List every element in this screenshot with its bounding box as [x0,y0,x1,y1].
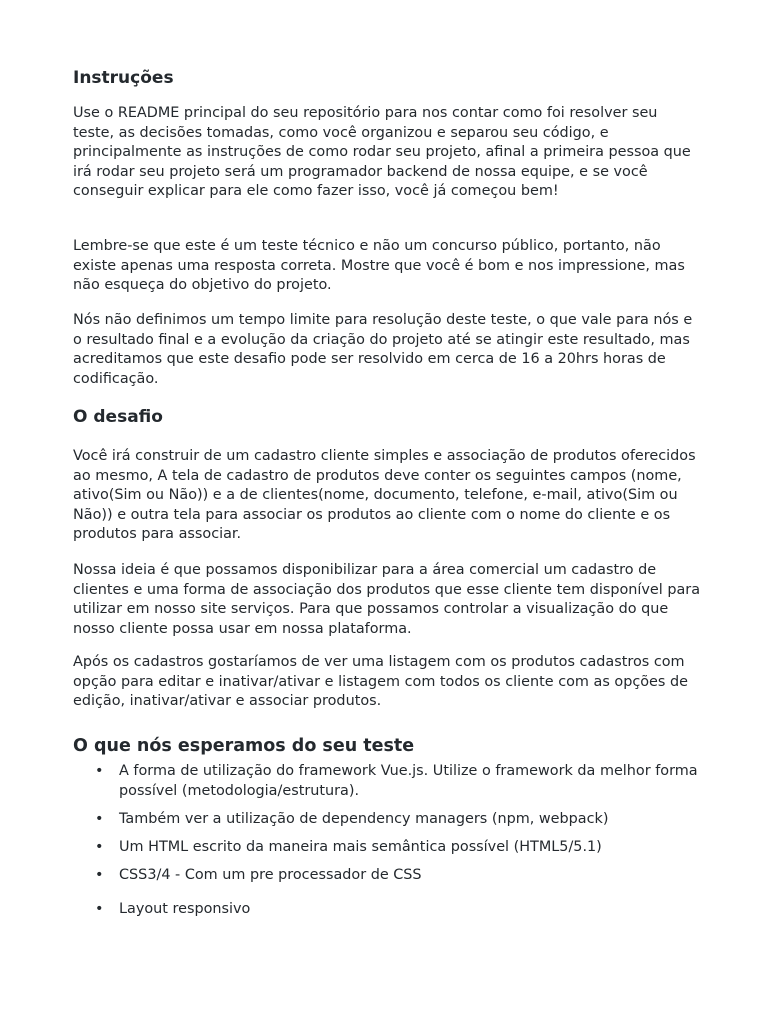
list-item-text: Layout responsivo [119,901,251,917]
desafio-paragraph-3: Após os cadastros gostaríamos de ver uma listagem com os produtos cadastros com opção para editar e inativar/ativar e listagem com todos os cliente com as opções de edição, inativar/ativar e associar produtos. [73,654,688,709]
section-heading-desafio: O desafio [73,407,163,427]
section-heading-instrucoes: Instruções [73,68,174,88]
instrucoes-paragraph-1: Use o README principal do seu repositório para nos contar como foi resolver seu teste, as decisões tomadas, como você organizou e separou seu código, e principalmente as instruções de como rodar seu projeto, afinal a primeira pessoa que irá rodar seu projeto será um programador backend de nossa equipe, e se você conseguir explicar para ele como fazer isso, você já começou bem! [73,105,691,199]
desafio-paragraph-2: Nossa ideia é que possamos disponibilizar para a área comercial um cadastro de clientes e uma forma de associação dos produtos que esse cliente tem disponível para utilizar em nosso site serviços. Para que possamos controlar a visualização do que nosso cliente possa usar em nossa plataforma. [73,562,701,637]
desafio-paragraph-1: Você irá construir de um cadastro cliente simples e associação de produtos oferecidos ao mesmo, A tela de cadastro de produtos deve conter os seguintes campos (nome, ativo(Sim ou Não)) e a de clientes(nome, documento, telefone, e-mail, ativo(Sim ou Não)) e outra tela para associar os produtos ao cliente com o nome do cliente e os produtos para associar. [73,448,696,542]
bullet-icon: • [95,901,104,917]
list-item-text: Um HTML escrito da maneira mais semântica possível (HTML5/5.1) [119,839,602,855]
instrucoes-paragraph-3: Nós não definimos um tempo limite para resolução deste teste, o que vale para nós e o resultado final e a evolução da criação do projeto até se atingir este resultado, mas acreditamos que este desafio pode ser resolvido em cerca de 16 a 20hrs horas de codificação. [73,312,693,387]
bullet-icon: • [95,763,104,779]
list-item-text: Também ver a utilização de dependency managers (npm, webpack) [119,811,609,827]
list-item-text: CSS3/4 - Com um pre processador de CSS [119,867,422,883]
bullet-icon: • [95,811,104,827]
section-heading-esperamos: O que nós esperamos do seu teste [73,736,415,756]
list-item-text: A forma de utilização do framework Vue.js. Utilize o framework da melhor forma possível (metodologia/estrutura). [119,763,698,799]
bullet-icon: • [95,839,104,855]
bullet-icon: • [95,867,104,883]
instrucoes-paragraph-2: Lembre-se que este é um teste técnico e não um concurso público, portanto, não existe apenas uma resposta correta. Mostre que você é bom e nos impressione, mas não esqueça do objetivo do projeto. [73,238,685,293]
